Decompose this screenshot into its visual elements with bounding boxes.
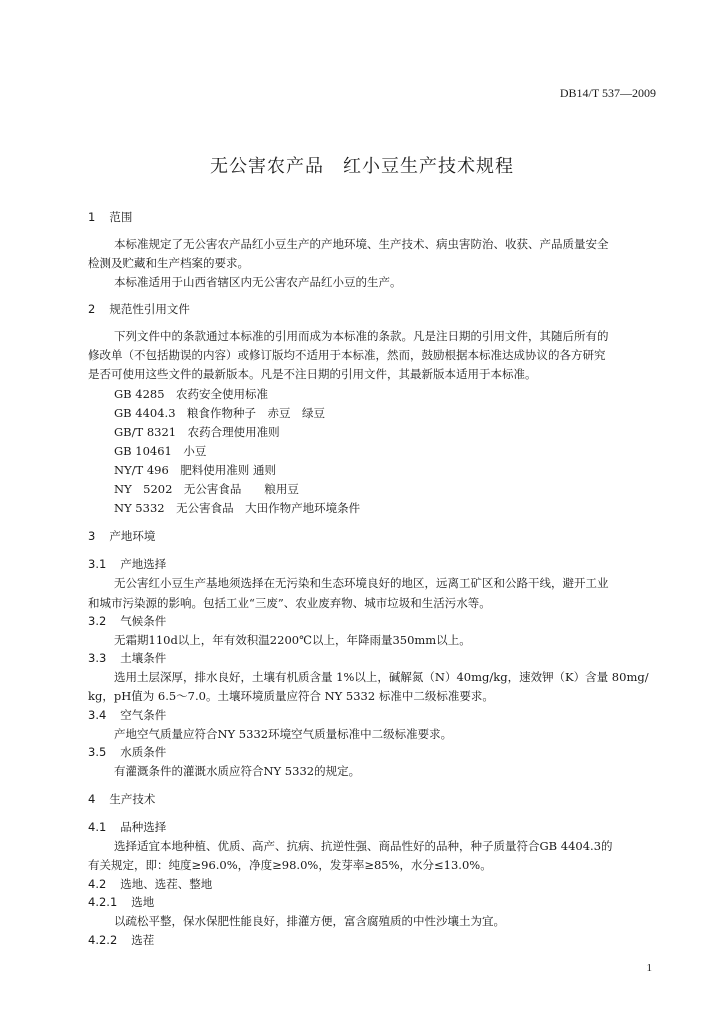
section-heading-1	[88, 210, 132, 224]
section-heading-2	[88, 302, 190, 316]
subsection-number: 4.2	[88, 877, 107, 891]
paragraph-line: 检测及贮藏和生产档案的要求。	[88, 256, 249, 270]
subsection-heading-4-2-1	[88, 895, 154, 909]
section-heading-3	[88, 529, 155, 543]
subsection-heading-3-3	[88, 651, 166, 665]
section-title: 生产技术	[109, 792, 156, 806]
subsection-number: 4.2.2	[88, 933, 118, 947]
paragraph-line: 无公害红小豆生产基地须选择在无污染和生态环境良好的地区，远离工矿区和公路干线，避开工业	[114, 576, 609, 590]
subsection-title: 选茬	[131, 933, 155, 947]
section-title: 产地环境	[109, 529, 156, 543]
reference-item: GB 4404.3 粮食作物种子 赤豆 绿豆	[114, 406, 326, 420]
subsection-title: 土壤条件	[120, 651, 167, 665]
subsection-title: 选地、选茬、整地	[120, 877, 213, 891]
paragraph-line: 无霜期110d以上，年有效积温2200℃以上，年降雨量350mm以上。	[114, 633, 471, 647]
subsection-title: 空气条件	[120, 708, 167, 722]
paragraph-line: 有灌溉条件的灌溉水质应符合NY 5332的规定。	[114, 764, 361, 778]
subsection-title: 选地	[131, 895, 155, 909]
reference-item: NY 5202 无公害食品 粮用豆	[114, 482, 299, 496]
reference-item: NY/T 496 肥料使用准则 通则	[114, 463, 276, 477]
section-number: 2	[88, 302, 96, 316]
subsection-title: 水质条件	[120, 745, 167, 759]
paragraph-line: 和城市污染源的影响。包括工业“三废”、农业废弃物、城市垃圾和生活污水等。	[88, 596, 491, 610]
subsection-number: 4.2.1	[88, 895, 118, 909]
document-title: 无公害农产品 红小豆生产技术规程	[210, 156, 514, 177]
subsection-heading-3-1	[88, 557, 166, 571]
subsection-number: 3.4	[88, 708, 107, 722]
subsection-number: 3.1	[88, 557, 107, 571]
paragraph-line: 以疏松平整，保水保肥性能良好，排灌方便，富含腐殖质的中性沙壤土为宜。	[114, 914, 505, 928]
paragraph-line: 产地空气质量应符合NY 5332环境空气质量标准中二级标准要求。	[114, 727, 453, 741]
reference-item: GB/T 8321 农药合理使用准则	[114, 425, 280, 439]
subsection-heading-3-5	[88, 745, 166, 759]
reference-item: GB 4285 农药安全使用标准	[114, 387, 269, 401]
subsection-heading-3-4	[88, 708, 166, 722]
paragraph-line: 有关规定，即：纯度≥96.0%，净度≥98.0%，发芽率≥85%，水分≤13.0%。	[88, 858, 492, 872]
document-code: DB14/T 537—2009	[559, 86, 656, 100]
paragraph-line: 选用土层深厚，排水良好，土壤有机质含量 1%以上，碱解氮（N）40mg/kg，速效钾（K）含量 80mg/	[114, 670, 649, 684]
section-title: 规范性引用文件	[109, 302, 190, 316]
subsection-heading-4-2	[88, 877, 212, 891]
paragraph-line: 是否可使用这些文件的最新版本。凡是不注日期的引用文件，其最新版本适用于本标准。	[88, 367, 537, 381]
paragraph-line: 修改单（不包括勘误的内容）或修订版均不适用于本标准，然而，鼓励根据本标准达成协议的各方研究	[88, 348, 606, 362]
subsection-number: 3.3	[88, 651, 107, 665]
subsection-heading-4-2-2	[88, 933, 154, 947]
section-number: 1	[88, 210, 96, 224]
paragraph-line: kg，pH值为 6.5～7.0。土壤环境质量应符合 NY 5332 标准中二级标准要求。	[88, 689, 494, 703]
subsection-title: 气候条件	[120, 614, 167, 628]
subsection-heading-4-1	[88, 820, 166, 834]
page-number: 1	[646, 962, 652, 974]
paragraph-line: 本标准规定了无公害农产品红小豆生产的产地环境、生产技术、病虫害防治、收获、产品质量安全	[114, 237, 609, 251]
paragraph-line: 选择适宜本地种植、优质、高产、抗病、抗逆性强、商品性好的品种，种子质量符合GB 4404.3的	[114, 839, 613, 853]
section-number: 3	[88, 529, 96, 543]
subsection-heading-3-2	[88, 614, 166, 628]
section-number: 4	[88, 792, 96, 806]
subsection-title: 产地选择	[120, 557, 167, 571]
reference-item: NY 5332 无公害食品 大田作物产地环境条件	[114, 501, 361, 515]
subsection-number: 3.5	[88, 745, 107, 759]
paragraph-line: 本标准适用于山西省辖区内无公害农产品红小豆的生产。	[114, 275, 402, 289]
section-heading-4	[88, 792, 155, 806]
section-title: 范围	[109, 210, 133, 224]
subsection-number: 4.1	[88, 820, 107, 834]
subsection-title: 品种选择	[120, 820, 167, 834]
reference-item: GB 10461 小豆	[114, 444, 207, 458]
paragraph-line: 下列文件中的条款通过本标准的引用而成为本标准的条款。凡是注日期的引用文件，其随后所有的	[114, 329, 609, 343]
subsection-number: 3.2	[88, 614, 107, 628]
